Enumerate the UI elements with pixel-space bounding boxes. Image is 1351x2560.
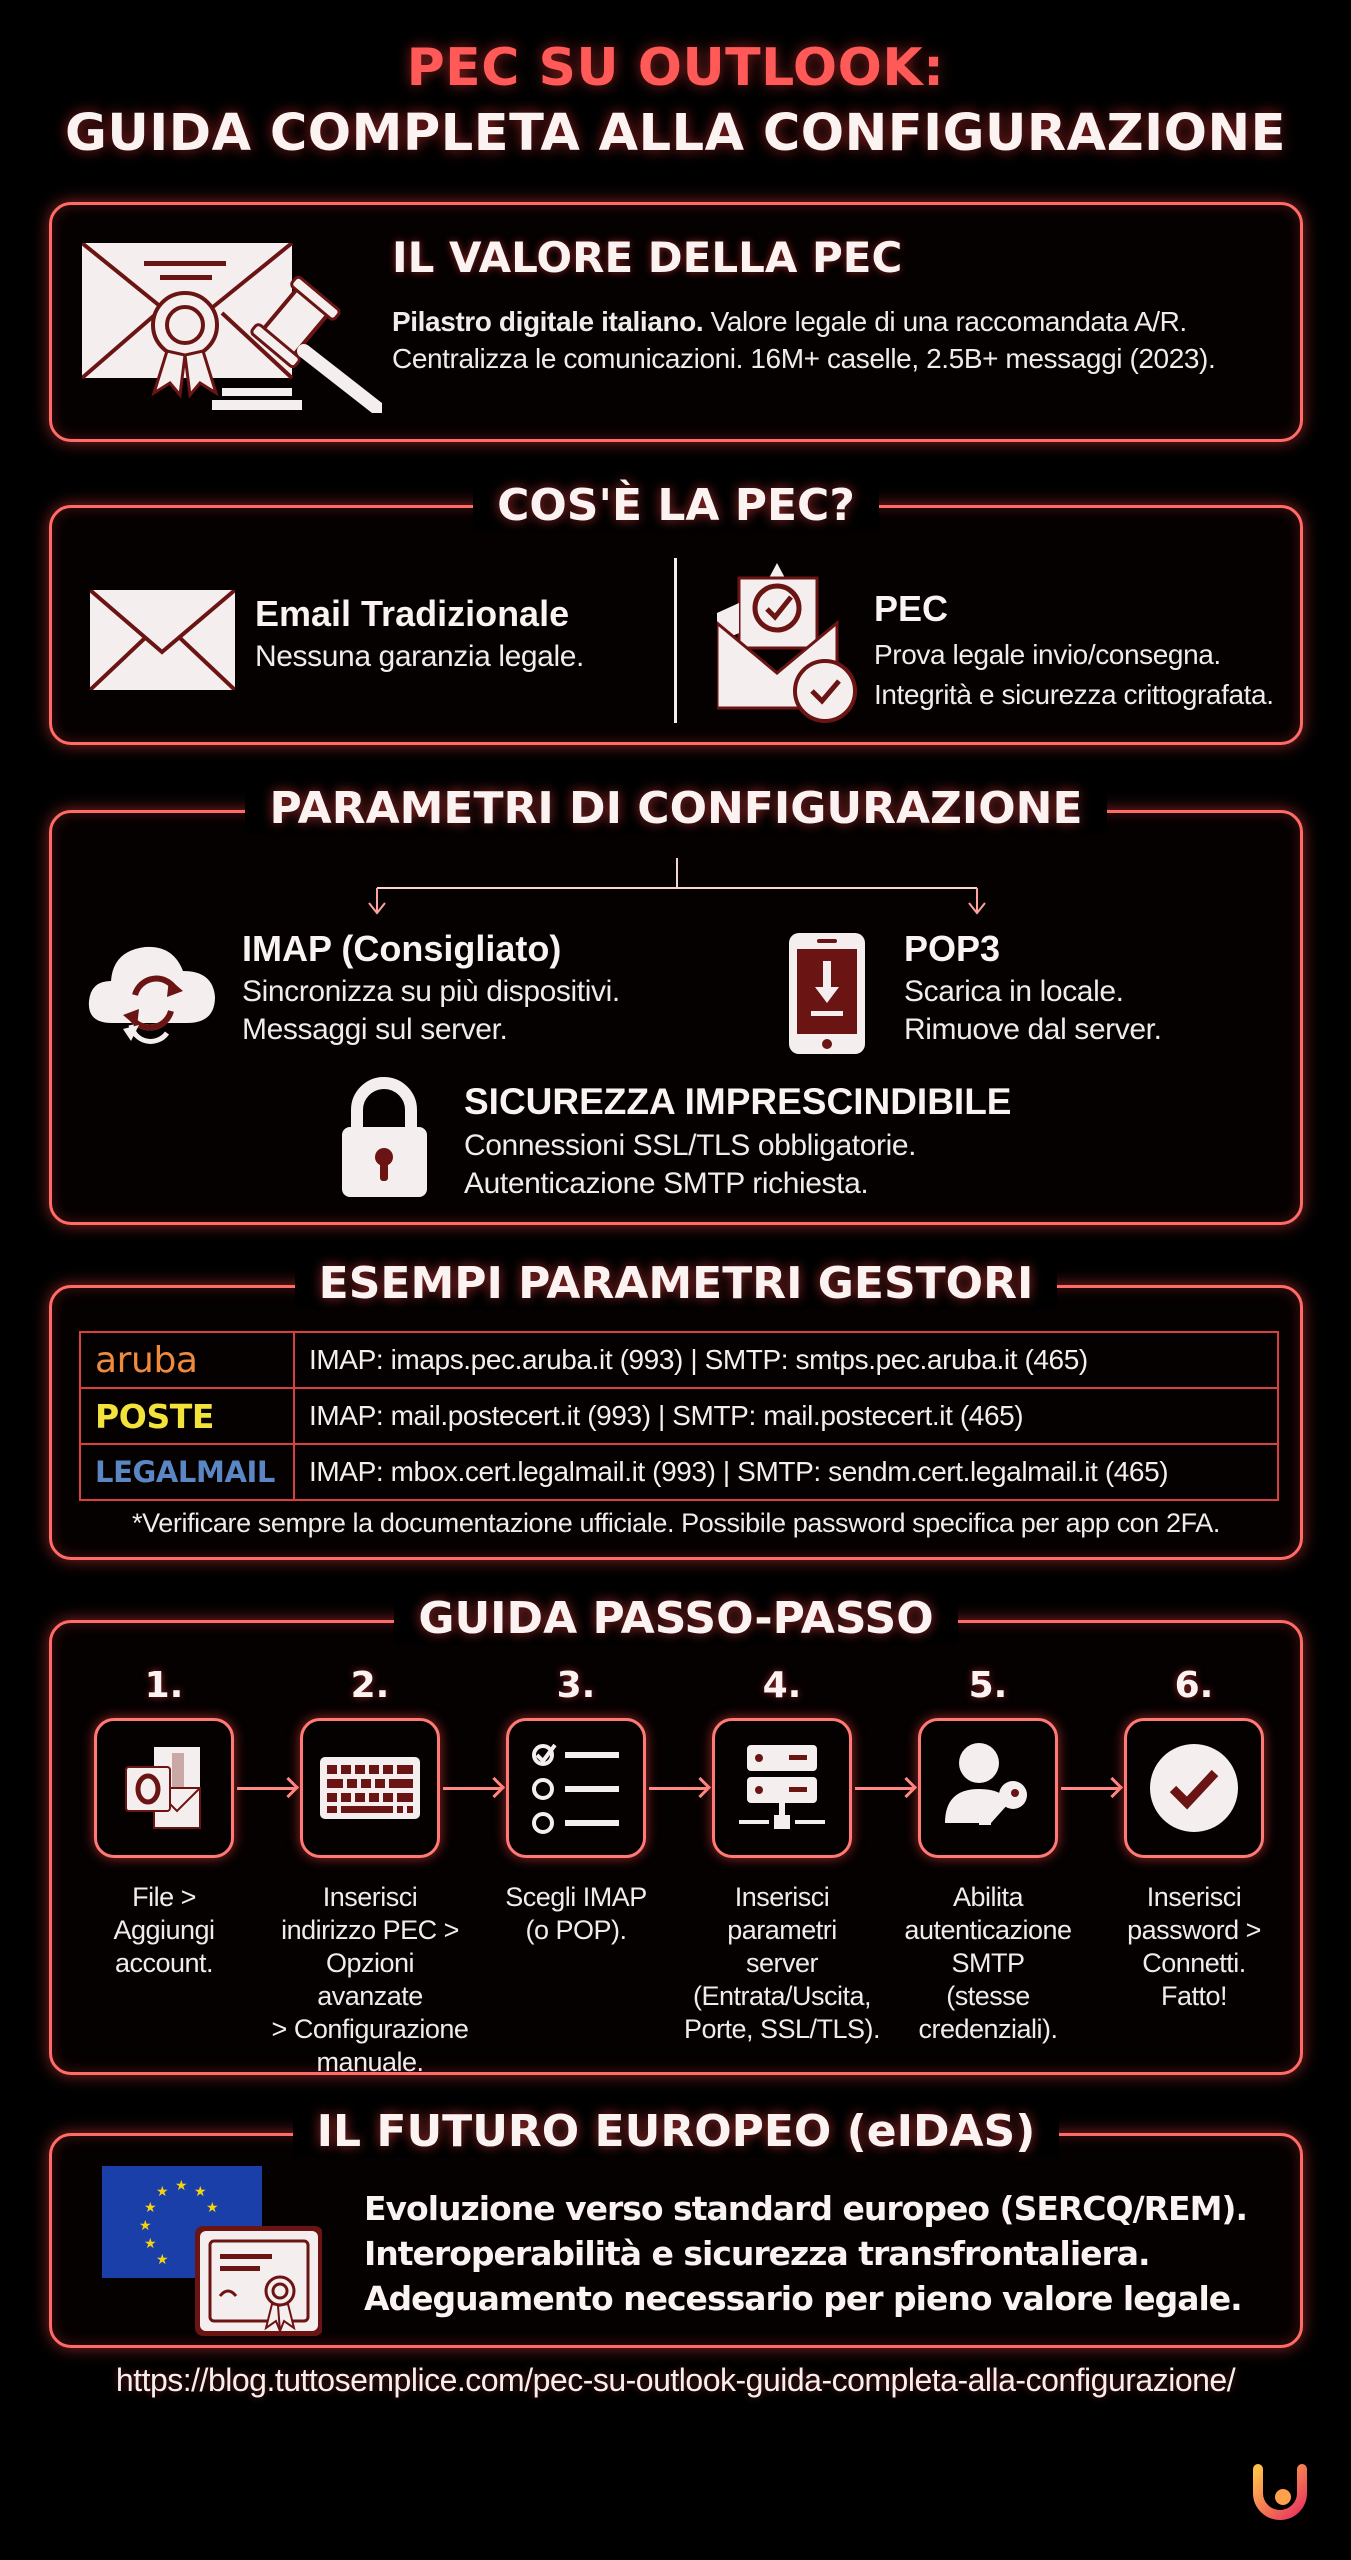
- check-circle-icon: [1149, 1743, 1239, 1833]
- cose-heading: COS'È LA PEC?: [52, 480, 1300, 531]
- valore-heading: IL VALORE DELLA PEC: [392, 233, 903, 282]
- gestori-heading: ESEMPI PARAMETRI GESTORI: [52, 1258, 1300, 1309]
- pec-desc-line2: Integrità e sicurezza crittografata.: [874, 679, 1274, 710]
- step-3: [506, 1718, 646, 1858]
- step-6-text: Inserisci password > Connetti. Fatto!: [1127, 1882, 1261, 2011]
- futuro-line1: Evoluzione verso standard europeo (SERCQ/REM).: [364, 2189, 1248, 2228]
- step-arrow: [443, 1787, 501, 1790]
- source-url-link[interactable]: https://blog.tuttosemplice.com/pec-su-outlook-guida-completa-alla-configurazione/: [115, 2362, 1236, 2398]
- svg-text:★: ★: [156, 2252, 169, 2268]
- aruba-logo: aruba: [80, 1332, 294, 1388]
- valore-text: [392, 303, 1292, 377]
- step-4: [712, 1718, 852, 1858]
- futuro-card: [49, 2106, 1303, 2348]
- table-row: [80, 1444, 1278, 1500]
- futuro-heading: IL FUTURO EUROPEO (eIDAS): [52, 2106, 1300, 2157]
- step-arrow: [237, 1787, 295, 1790]
- parametri-card: [49, 783, 1303, 1225]
- step-4-text: Inserisci parametri server (Entrata/Uscita, Porte, SSL/TLS).: [683, 1882, 881, 2044]
- step-5: [918, 1718, 1058, 1858]
- step-2-number: 2.: [350, 1665, 390, 1706]
- legalmail-logo: LEGALMAIL: [80, 1444, 294, 1500]
- divider: [674, 558, 677, 723]
- step-3-number: 3.: [556, 1665, 596, 1706]
- padlock-icon: [337, 1075, 432, 1200]
- email-tradizionale-desc: Nessuna garanzia legale.: [255, 640, 584, 673]
- keyboard-icon: [320, 1757, 420, 1819]
- email-tradizionale-title: Email Tradizionale: [255, 593, 570, 634]
- step-4-number: 4.: [762, 1665, 802, 1706]
- step-5-text: Abilita autenticazione SMTP (stesse credenziali).: [904, 1882, 1072, 2044]
- pop3-title: POP3: [904, 928, 1001, 969]
- envelope-seal-gavel-icon: [82, 243, 382, 413]
- phone-download-icon: [787, 931, 867, 1056]
- eu-flag-certificate-icon: [102, 2166, 322, 2336]
- security-title: SICUREZZA IMPRESCINDIBILE: [464, 1081, 1012, 1122]
- futuro-text: [364, 2186, 1247, 2321]
- envelope-icon: [90, 590, 235, 690]
- valore-card: [49, 202, 1303, 442]
- step-1-number: 1.: [144, 1665, 184, 1706]
- guida-card: [49, 1593, 1303, 2077]
- providers-table: [79, 1331, 1279, 1501]
- step-3-text: Scegli IMAP (o POP).: [505, 1882, 647, 1945]
- futuro-line2: Interoperabilità e sicurezza transfrontaliera.: [364, 2234, 1150, 2273]
- outlook-icon: [124, 1743, 204, 1833]
- pec-desc-line1: Prova legale invio/consegna.: [874, 639, 1221, 670]
- svg-text:★: ★: [175, 2178, 188, 2194]
- guida-heading: GUIDA PASSO-PASSO: [52, 1593, 1300, 1644]
- svg-text:★: ★: [156, 2184, 169, 2200]
- security-line2: Autenticazione SMTP richiesta.: [464, 1167, 869, 1200]
- valore-lead-bold: Pilastro digitale italiano.: [392, 306, 704, 337]
- imap-title: IMAP (Consigliato): [242, 928, 562, 969]
- aruba-params: IMAP: imaps.pec.aruba.it (993) | SMTP: smtps.pec.aruba.it (465): [294, 1332, 1278, 1388]
- parametri-heading: PARAMETRI DI CONFIGURAZIONE: [52, 783, 1300, 834]
- pop3-line2: Rimuove dal server.: [904, 1013, 1162, 1046]
- step-2-text: Inserisci indirizzo PEC > Opzioni avanzate > Configurazione manuale.: [271, 1882, 469, 2077]
- step-1: [94, 1718, 234, 1858]
- table-row: [80, 1332, 1278, 1388]
- gestori-note: *Verificare sempre la documentazione ufficiale. Possibile password specifica per app con 2FA.: [132, 1508, 1220, 1538]
- step-arrow: [855, 1787, 913, 1790]
- server-icon: [737, 1743, 827, 1833]
- table-row: [80, 1388, 1278, 1444]
- poste-logo: POSTE: [80, 1388, 294, 1444]
- user-key-icon: [943, 1741, 1033, 1836]
- valore-lead: Valore legale di una raccomandata A/R.: [703, 306, 1187, 337]
- branch-connector: [52, 813, 1306, 923]
- step-5-number: 5.: [968, 1665, 1008, 1706]
- cloud-sync-icon: [87, 933, 217, 1053]
- svg-text:★: ★: [194, 2184, 207, 2200]
- step-2: [300, 1718, 440, 1858]
- certified-envelope-check-icon: [717, 563, 857, 723]
- step-arrow: [649, 1787, 707, 1790]
- page-title-line1: PEC SU OUTLOOK:: [406, 38, 945, 98]
- tuttosemplice-logo-icon: [1250, 2463, 1310, 2523]
- page-title-line2: GUIDA COMPLETA ALLA CONFIGURAZIONE: [65, 104, 1286, 163]
- step-arrow: [1061, 1787, 1119, 1790]
- legalmail-params: IMAP: mbox.cert.legalmail.it (993) | SMTP: sendm.cert.legalmail.it (465): [294, 1444, 1278, 1500]
- svg-text:★: ★: [144, 2236, 157, 2252]
- pop3-line1: Scarica in locale.: [904, 975, 1124, 1008]
- gestori-card: [49, 1258, 1303, 1560]
- security-line1: Connessioni SSL/TLS obbligatorie.: [464, 1129, 917, 1162]
- step-6: [1124, 1718, 1264, 1858]
- svg-text:★: ★: [206, 2200, 219, 2216]
- checklist-icon: [531, 1741, 621, 1836]
- poste-params: IMAP: mail.postecert.it (993) | SMTP: mail.postecert.it (465): [294, 1388, 1278, 1444]
- svg-text:★: ★: [139, 2218, 152, 2234]
- valore-line2: Centralizza le comunicazioni. 16M+ caselle, 2.5B+ messaggi (2023).: [392, 343, 1216, 374]
- futuro-line3: Adeguamento necessario per pieno valore legale.: [364, 2279, 1242, 2318]
- step-6-number: 6.: [1174, 1665, 1214, 1706]
- imap-line2: Messaggi sul server.: [242, 1013, 508, 1046]
- step-1-text: File > Aggiungi account.: [113, 1882, 215, 1978]
- svg-text:★: ★: [144, 2200, 157, 2216]
- cose-card: [49, 480, 1303, 745]
- pec-title: PEC: [874, 588, 949, 629]
- imap-line1: Sincronizza su più dispositivi.: [242, 975, 620, 1008]
